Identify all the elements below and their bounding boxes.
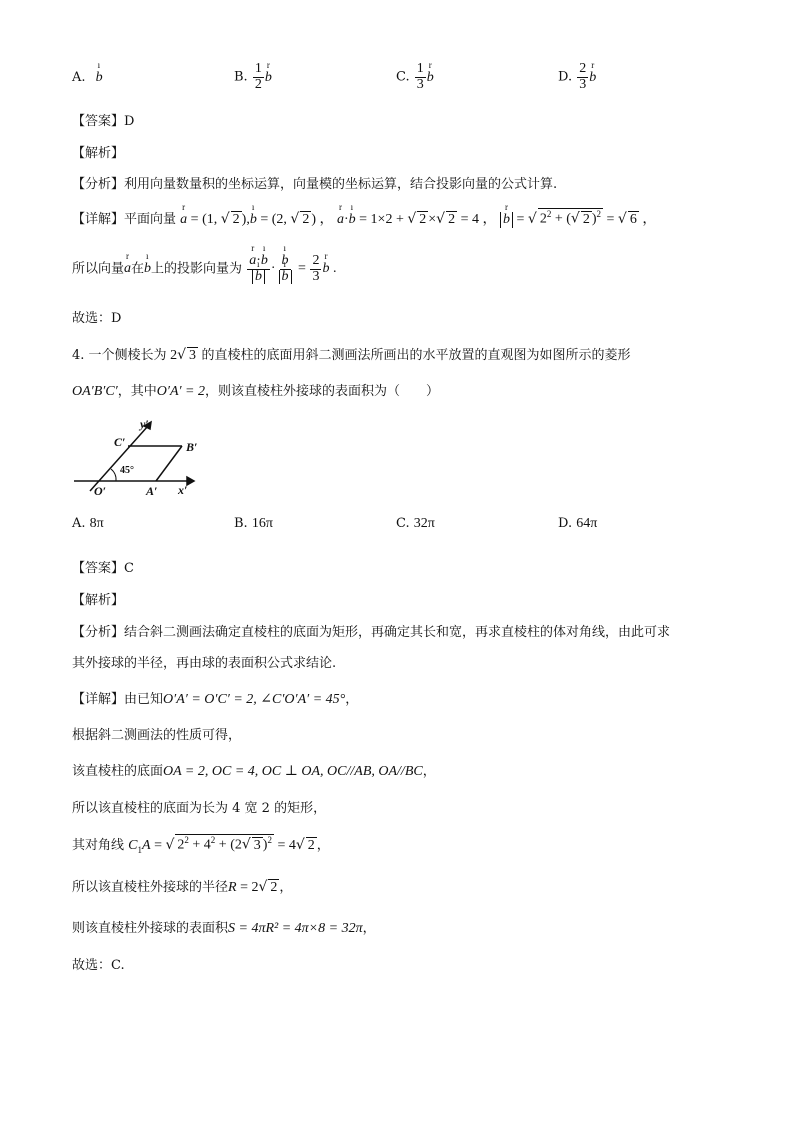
q4-final: 故选：C. — [72, 958, 125, 973]
q4-analysis-tag: 【解析】 — [72, 593, 125, 608]
q4-option-a: A. 8π — [72, 516, 104, 531]
label-y: y′ — [140, 417, 149, 431]
two-root-three: 2√ 3 — [166, 347, 196, 363]
figure-lines — [74, 422, 194, 491]
q3-option-b: B. $\frac{1}{2}$ r b — [234, 62, 272, 92]
q4-detail-6: 所以该直棱柱外接球的半径R = 2√ 2 ， — [72, 879, 293, 895]
radius-formula: R = 2√ 2 — [228, 879, 278, 895]
q3-projection-formula: r a·ı b ı b · ı b ı b = $\frac{2}{3}$ r b . — [246, 261, 336, 276]
q3-analysis-tag: 【解析】 — [72, 146, 125, 161]
vector-b: r b — [589, 70, 596, 86]
q3-projection: 所以向量r a在ı b上的投影向量为 r a·ı b ı b · ı b ı b = $\frac{2}{3}$ r b . — [72, 254, 336, 284]
label-c: C′ — [114, 435, 126, 449]
q3-option-d: D. $\frac{2}{3}$ r b — [558, 62, 596, 92]
q3-final: 故选：D — [72, 311, 122, 326]
edge-ba — [156, 446, 182, 481]
vector-b: r b — [265, 70, 272, 86]
q3-option-c: C. $\frac{1}{3}$ r b — [396, 62, 434, 92]
q3-detail-formula: r a = (1, √ 2 ),ı b = (2, √ 2 ) ， r a·ı b = 1×2 + √ 2 ×√ 2 = 4 ， r b = √ $2^2$ + (√ 2 )$^2$ = √ 6 ， — [180, 212, 656, 227]
fraction: $\frac{1}{3}$ — [416, 61, 424, 92]
q4-option-c: C. 32π — [396, 516, 435, 531]
vector-b: r b — [427, 70, 434, 86]
q3-option-a: A. ı b — [72, 70, 103, 86]
q4-detail-1: 【详解】由已知O′A′ = O′C′ = 2, ∠C′O′A′ = 45°， — [72, 692, 359, 707]
label-x: x′ — [178, 483, 188, 497]
x-axis-arrow — [187, 477, 194, 485]
q4-answer: 【答案】C — [72, 561, 134, 576]
angle-arc — [111, 469, 116, 481]
fraction: $\frac{2}{3}$ — [579, 61, 587, 92]
q3-detail: 【详解】平面向量 r a = (1, √ 2 ),ı b = (2, √ 2 ) ， r a·ı b = 1×2 + √ 2 ×√ 2 = 4 ， r b = √ $2^2$ + (√ 2 )$^2$ = √ 6 ， — [72, 208, 656, 228]
q4-detail-3: 该直棱柱的底面OA = 2, OC = 4, OC ⊥ OA, OC//AB, OA//BC， — [72, 764, 436, 779]
q3-answer: 【答案】D — [72, 114, 135, 129]
q4-option-b: B. 16π — [234, 516, 273, 531]
q4-detail-2: 根据斜二测画法的性质可得， — [72, 728, 242, 743]
q4-stem-2: OA′B′C′，其中O′A′ = 2，则该直棱柱外接球的表面积为（ ） — [72, 384, 440, 399]
label-b: B′ — [186, 440, 198, 454]
vector-b: ı b — [96, 70, 103, 86]
q4-fenxi-2: 其外接球的半径，再由球的表面积公式求结论. — [72, 656, 337, 671]
q4-fenxi-1: 【分析】结合斜二测画法确定直棱柱的底面为矩形，再确定其长和宽，再求直棱柱的体对角线，由此可求 — [72, 625, 671, 640]
label-a: A′ — [146, 484, 158, 498]
q4-stem-1: 4. 一个侧棱长为 2√ 3 的直棱柱的底面用斜二测画法所画出的水平放置的直观图为如图所示的菱形 — [72, 347, 631, 363]
diagonal-formula: $C_1A$ = √ $2^2 + 4^2 + (2√$ 3 )$^2$ = 4√ 2 — [128, 835, 315, 855]
q4-rhombus-figure — [72, 415, 212, 500]
label-angle: 45° — [120, 465, 134, 476]
fraction: $\frac{1}{2}$ — [254, 61, 262, 92]
q4-detail-4: 所以该直棱柱的底面为长为 4 宽 2 的矩形， — [72, 801, 327, 816]
q4-detail-7: 则该直棱柱外接球的表面积S = 4πR² = 4π×8 = 32π， — [72, 921, 376, 936]
label-o: O′ — [94, 484, 107, 498]
q4-detail-5: 其对角线 $C_1A$ = √ $2^2 + 4^2 + (2√$ 3 )$^2$ = 4√ 2 ， — [72, 835, 330, 855]
q4-option-d: D. 64π — [558, 516, 598, 531]
q3-fenxi: 【分析】利用向量数量积的坐标运算，向量模的坐标运算，结合投影向量的公式计算. — [72, 177, 558, 192]
